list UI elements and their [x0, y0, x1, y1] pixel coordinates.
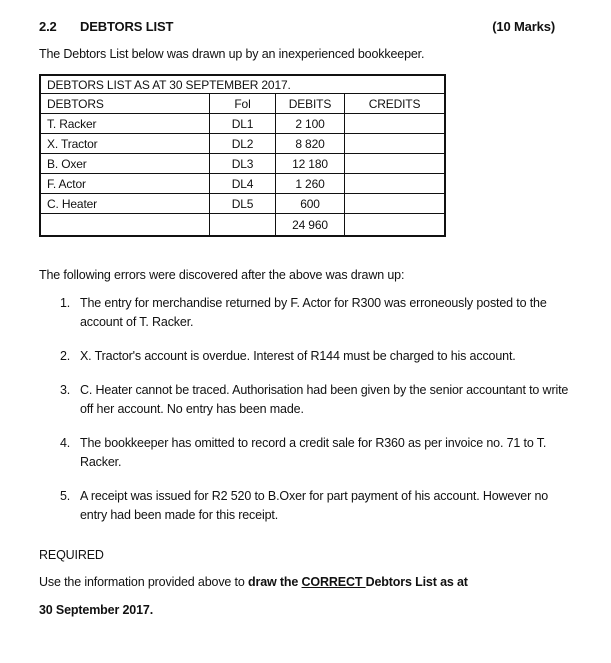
error-text: X. Tractor's account is overdue. Interest of R144 must be charged to his account.	[80, 349, 516, 363]
error-text: The bookkeeper has omitted to record a credit sale for R360 as per invoice no. 71 to T. Racker.	[80, 436, 547, 469]
table-row	[40, 194, 445, 214]
debtor-fol: DL5	[210, 194, 276, 214]
table-row	[40, 174, 445, 194]
error-number: 3.	[60, 383, 71, 397]
table-row	[40, 134, 445, 154]
required-label: REQUIRED	[39, 548, 104, 562]
section-number: 2.2	[39, 19, 57, 34]
debtor-debit: 2 100	[275, 114, 344, 134]
debtor-name: X. Tractor	[40, 134, 210, 154]
total-fol-cell	[210, 214, 276, 237]
error-number: 4.	[60, 436, 71, 450]
debtors-list-table	[39, 74, 446, 237]
list-item	[39, 347, 569, 366]
debtor-credit	[345, 174, 446, 194]
total-debit: 24 960	[275, 214, 344, 237]
list-item	[39, 294, 569, 332]
debtor-fol: DL2	[210, 134, 276, 154]
error-number: 5.	[60, 489, 71, 503]
errors-list	[39, 294, 569, 540]
debtor-name: C. Heater	[40, 194, 210, 214]
error-text: A receipt was issued for R2 520 to B.Oxer for part payment of his account. However no entry had been made for this receipt.	[80, 489, 549, 522]
list-item	[39, 434, 569, 472]
instruction-underlined: CORRECT	[301, 575, 366, 589]
table-row	[40, 114, 445, 134]
instruction-bold-1: draw the	[248, 575, 302, 589]
total-row	[40, 214, 445, 237]
error-text: The entry for merchandise returned by F. Actor for R300 was erroneously posted to the account of T. Racker.	[80, 296, 547, 329]
column-header-credits: CREDITS	[345, 94, 446, 114]
instruction-bold-part	[248, 575, 468, 589]
total-credit-cell	[345, 214, 446, 237]
column-header-debtors: DEBTORS	[40, 94, 210, 114]
list-item	[39, 381, 569, 419]
debtor-credit	[345, 154, 446, 174]
debtor-fol: DL3	[210, 154, 276, 174]
debtor-name: B. Oxer	[40, 154, 210, 174]
debtor-debit: 8 820	[275, 134, 344, 154]
instruction-date: 30 September 2017.	[39, 603, 154, 617]
section-title: DEBTORS LIST	[80, 19, 174, 34]
debtor-credit	[345, 114, 446, 134]
instruction-bold-2: Debtors List as at	[365, 575, 468, 589]
debtor-name: T. Racker	[40, 114, 210, 134]
table-title: DEBTORS LIST AS AT 30 SEPTEMBER 2017.	[40, 75, 445, 94]
debtor-debit: 600	[275, 194, 344, 214]
debtor-credit	[345, 134, 446, 154]
column-header-fol: Fol	[210, 94, 276, 114]
table-row	[40, 154, 445, 174]
debtor-debit: 12 180	[275, 154, 344, 174]
marks-label: (10 Marks)	[492, 19, 555, 34]
debtor-debit: 1 260	[275, 174, 344, 194]
error-number: 2.	[60, 349, 71, 363]
debtor-fol: DL4	[210, 174, 276, 194]
list-item	[39, 487, 569, 525]
error-number: 1.	[60, 296, 71, 310]
intro-text: The Debtors List below was drawn up by an inexperienced bookkeeper.	[39, 47, 425, 61]
column-header-debits: DEBITS	[275, 94, 344, 114]
debtor-fol: DL1	[210, 114, 276, 134]
errors-intro: The following errors were discovered after the above was drawn up:	[39, 268, 405, 282]
total-name-cell	[40, 214, 210, 237]
debtor-credit	[345, 194, 446, 214]
instruction-prefix: Use the information provided above to	[39, 575, 249, 589]
error-text: C. Heater cannot be traced. Authorisation had been given by the senior accountant to write off her account. No entry has been made.	[80, 383, 569, 416]
debtor-name: F. Actor	[40, 174, 210, 194]
instruction-text	[39, 575, 468, 589]
